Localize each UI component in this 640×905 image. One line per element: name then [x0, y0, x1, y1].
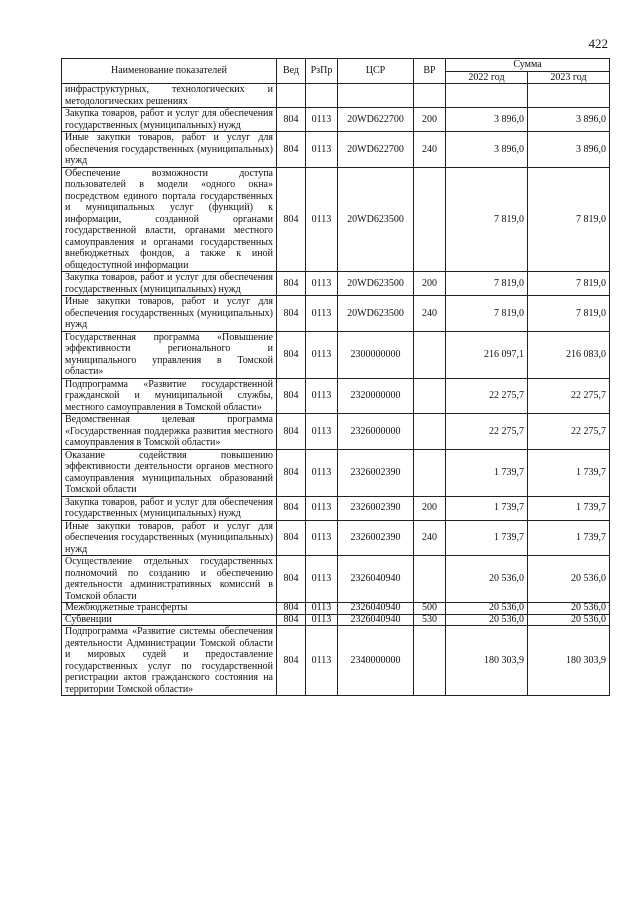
- cell-ved: 804: [277, 167, 306, 272]
- cell-ved: 804: [277, 331, 306, 378]
- cell-vr: [414, 167, 446, 272]
- cell-sum-2023: 3 896,0: [528, 108, 610, 132]
- cell-csr: 2326000000: [338, 414, 414, 450]
- cell-rzpr: 0113: [306, 556, 338, 603]
- cell-name: Иные закупки товаров, работ и услуг для обеспечения государственных (муниципальных) нужд: [62, 132, 277, 168]
- table-header: [62, 59, 610, 84]
- cell-csr: 2326040940: [338, 614, 414, 626]
- cell-vr: [414, 84, 446, 108]
- table-row: [62, 296, 610, 332]
- cell-ved: 804: [277, 272, 306, 296]
- cell-sum-2023: 1 739,7: [528, 496, 610, 520]
- cell-ved: 804: [277, 449, 306, 496]
- cell-vr: [414, 556, 446, 603]
- cell-vr: 240: [414, 132, 446, 168]
- cell-name: Закупка товаров, работ и услуг для обеспечения государственных (муниципальных) нужд: [62, 108, 277, 132]
- table-row: [62, 108, 610, 132]
- cell-csr: 20WD622700: [338, 132, 414, 168]
- cell-sum-2022: 20 536,0: [446, 556, 528, 603]
- cell-ved: 804: [277, 378, 306, 414]
- table-row: [62, 378, 610, 414]
- cell-sum-2023: 7 819,0: [528, 272, 610, 296]
- cell-sum-2022: 1 739,7: [446, 520, 528, 556]
- table-body: [62, 84, 610, 696]
- header-ved: Вед: [277, 59, 306, 84]
- header-vr: ВР: [414, 59, 446, 84]
- cell-sum-2023: [528, 84, 610, 108]
- header-sum: Сумма: [446, 59, 610, 72]
- cell-ved: 804: [277, 556, 306, 603]
- cell-sum-2022: 3 896,0: [446, 108, 528, 132]
- cell-csr: 2326040940: [338, 556, 414, 603]
- cell-csr: 2326002390: [338, 520, 414, 556]
- table-row: [62, 331, 610, 378]
- cell-sum-2023: 22 275,7: [528, 378, 610, 414]
- header-year-2023: 2023 год: [528, 71, 610, 84]
- table-row: [62, 520, 610, 556]
- cell-vr: [414, 449, 446, 496]
- table-row: [62, 272, 610, 296]
- cell-sum-2022: 20 536,0: [446, 603, 528, 615]
- table-row: [62, 496, 610, 520]
- cell-sum-2023: 216 083,0: [528, 331, 610, 378]
- cell-sum-2022: 1 739,7: [446, 449, 528, 496]
- cell-name: Подпрограмма «Развитие государственной гражданской и муниципальной службы, местного самоуправления в Томской области»: [62, 378, 277, 414]
- cell-ved: 804: [277, 603, 306, 615]
- header-csr: ЦСР: [338, 59, 414, 84]
- cell-rzpr: 0113: [306, 614, 338, 626]
- table-row: [62, 167, 610, 272]
- cell-rzpr: 0113: [306, 449, 338, 496]
- cell-rzpr: 0113: [306, 414, 338, 450]
- cell-ved: 804: [277, 108, 306, 132]
- cell-sum-2022: [446, 84, 528, 108]
- table-row: [62, 132, 610, 168]
- cell-sum-2023: 20 536,0: [528, 603, 610, 615]
- cell-name: Обеспечение возможности доступа пользователей в модели «одного окна» посредством единого портала государственных и муниципальных услуг (функций) к информации, созданной органами государственной власти, органами местного самоуправления и органами государственных внебюджетных фондов, а также к иной общедоступной информации: [62, 167, 277, 272]
- cell-name: Государственная программа «Повышение эффективности регионального и муниципального управления в Томской области»: [62, 331, 277, 378]
- cell-name: Ведомственная целевая программа «Государственная поддержка развития местного самоуправления в Томской области»: [62, 414, 277, 450]
- cell-ved: 804: [277, 296, 306, 332]
- cell-sum-2022: 3 896,0: [446, 132, 528, 168]
- cell-name: Иные закупки товаров, работ и услуг для обеспечения государственных (муниципальных) нужд: [62, 296, 277, 332]
- cell-sum-2022: 7 819,0: [446, 296, 528, 332]
- cell-vr: 200: [414, 496, 446, 520]
- cell-name: Осуществление отдельных государственных полномочий по созданию и обеспечению деятельности административных комиссий в Томской области: [62, 556, 277, 603]
- cell-sum-2022: 22 275,7: [446, 378, 528, 414]
- cell-vr: 200: [414, 108, 446, 132]
- table-row: [62, 614, 610, 626]
- cell-sum-2023: 7 819,0: [528, 167, 610, 272]
- table-row: [62, 84, 610, 108]
- cell-sum-2022: 180 303,9: [446, 626, 528, 696]
- page-number: 422: [588, 36, 608, 51]
- table-row: [62, 414, 610, 450]
- cell-ved: [277, 84, 306, 108]
- cell-csr: 2300000000: [338, 331, 414, 378]
- cell-vr: [414, 626, 446, 696]
- cell-sum-2023: 7 819,0: [528, 296, 610, 332]
- cell-name: Закупка товаров, работ и услуг для обеспечения государственных (муниципальных) нужд: [62, 272, 277, 296]
- cell-ved: 804: [277, 520, 306, 556]
- cell-csr: 2326040940: [338, 603, 414, 615]
- cell-ved: 804: [277, 626, 306, 696]
- cell-csr: 2320000000: [338, 378, 414, 414]
- table-row: [62, 449, 610, 496]
- cell-vr: 240: [414, 520, 446, 556]
- cell-sum-2022: 7 819,0: [446, 272, 528, 296]
- table-row: [62, 603, 610, 615]
- cell-ved: 804: [277, 132, 306, 168]
- cell-name: Иные закупки товаров, работ и услуг для обеспечения государственных (муниципальных) нужд: [62, 520, 277, 556]
- cell-rzpr: 0113: [306, 296, 338, 332]
- cell-vr: 200: [414, 272, 446, 296]
- cell-vr: [414, 414, 446, 450]
- cell-name: Субвенции: [62, 614, 277, 626]
- cell-sum-2022: 216 097,1: [446, 331, 528, 378]
- cell-rzpr: 0113: [306, 496, 338, 520]
- cell-vr: 530: [414, 614, 446, 626]
- cell-sum-2023: 22 275,7: [528, 414, 610, 450]
- header-rzpr: РзПр: [306, 59, 338, 84]
- cell-sum-2023: 1 739,7: [528, 449, 610, 496]
- cell-rzpr: 0113: [306, 132, 338, 168]
- cell-sum-2023: 20 536,0: [528, 556, 610, 603]
- cell-csr: 20WD622700: [338, 108, 414, 132]
- cell-ved: 804: [277, 614, 306, 626]
- cell-rzpr: 0113: [306, 272, 338, 296]
- cell-sum-2023: 1 739,7: [528, 520, 610, 556]
- cell-sum-2022: 20 536,0: [446, 614, 528, 626]
- cell-sum-2022: 7 819,0: [446, 167, 528, 272]
- cell-name: Межбюджетные трансферты: [62, 603, 277, 615]
- cell-rzpr: 0113: [306, 378, 338, 414]
- header-year-2022: 2022 год: [446, 71, 528, 84]
- cell-vr: 500: [414, 603, 446, 615]
- cell-rzpr: 0113: [306, 167, 338, 272]
- cell-csr: 20WD623500: [338, 167, 414, 272]
- cell-sum-2022: 22 275,7: [446, 414, 528, 450]
- cell-rzpr: 0113: [306, 603, 338, 615]
- cell-vr: 240: [414, 296, 446, 332]
- table-row: [62, 556, 610, 603]
- cell-ved: 804: [277, 496, 306, 520]
- header-name: Наименование показателей: [62, 59, 277, 84]
- cell-sum-2022: 1 739,7: [446, 496, 528, 520]
- cell-csr: 2326002390: [338, 496, 414, 520]
- cell-name: Подпрограмма «Развитие системы обеспечения деятельности Администрации Томской области и мировых судей и предоставление государственных услуг по государственной регистрации актов гражданского состояния на территории Томской области»: [62, 626, 277, 696]
- cell-csr: 2340000000: [338, 626, 414, 696]
- table-row: [62, 626, 610, 696]
- cell-rzpr: 0113: [306, 331, 338, 378]
- cell-name: инфраструктурных, технологических и методологических решениях: [62, 84, 277, 108]
- cell-csr: 20WD623500: [338, 296, 414, 332]
- cell-vr: [414, 331, 446, 378]
- cell-name: Оказание содействия повышению эффективности деятельности органов местного самоуправления муниципальных образований Томской области: [62, 449, 277, 496]
- cell-sum-2023: 20 536,0: [528, 614, 610, 626]
- cell-name: Закупка товаров, работ и услуг для обеспечения государственных (муниципальных) нужд: [62, 496, 277, 520]
- cell-sum-2023: 3 896,0: [528, 132, 610, 168]
- cell-rzpr: [306, 84, 338, 108]
- cell-sum-2023: 180 303,9: [528, 626, 610, 696]
- cell-ved: 804: [277, 414, 306, 450]
- cell-csr: [338, 84, 414, 108]
- cell-vr: [414, 378, 446, 414]
- budget-table: [61, 58, 610, 696]
- cell-csr: 2326002390: [338, 449, 414, 496]
- cell-rzpr: 0113: [306, 108, 338, 132]
- cell-rzpr: 0113: [306, 520, 338, 556]
- cell-csr: 20WD623500: [338, 272, 414, 296]
- cell-rzpr: 0113: [306, 626, 338, 696]
